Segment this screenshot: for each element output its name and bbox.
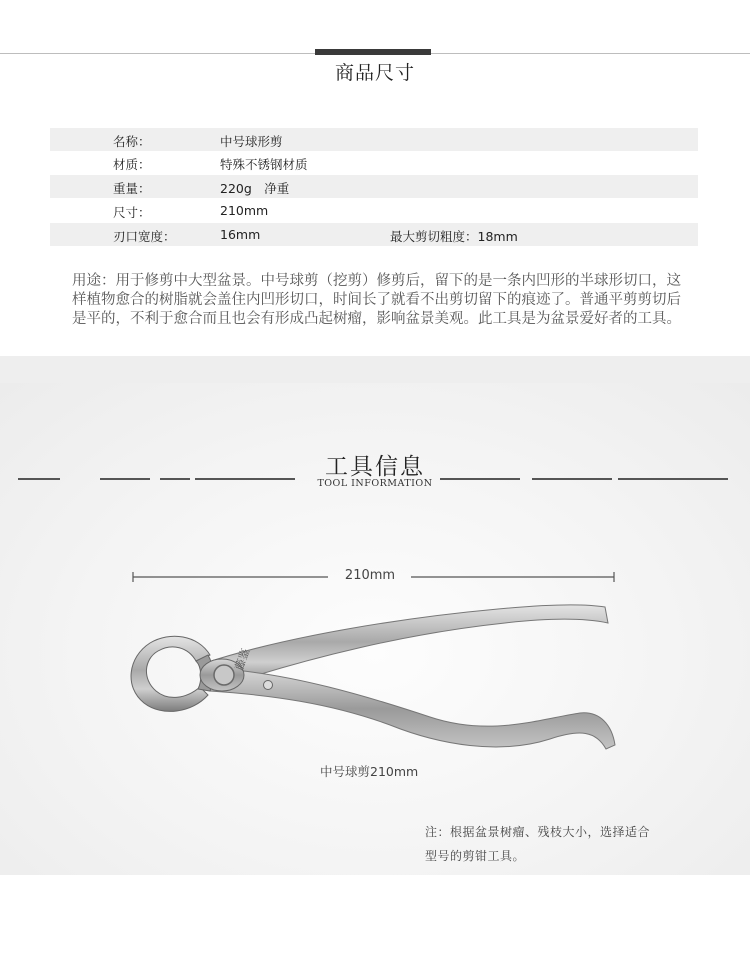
section-subtitle-tool: TOOL INFORMATION [317, 478, 433, 489]
spec-label: 材质： [113, 157, 151, 172]
spec-value: 中号球形剪 [220, 134, 283, 149]
spec-row-name [50, 128, 698, 151]
spec-label: 刃口宽度： [113, 229, 176, 244]
spec-row-weight [50, 175, 698, 198]
spec-label: 重量： [113, 181, 151, 196]
selection-note [425, 820, 695, 868]
spec-row-size [50, 199, 698, 222]
spec-row-blade [50, 223, 698, 246]
spec-value: 16mm [220, 227, 261, 242]
section-title-tool: 工具信息 [325, 454, 425, 480]
spec-value: 220g 净重 [220, 181, 290, 196]
note-line: 型号的剪钳工具。 [425, 849, 526, 863]
spec-row-material [50, 151, 698, 174]
spec-value: 210mm [220, 203, 269, 218]
tool-caption: 中号球剪210mm [320, 764, 419, 779]
dimension-label: 210mm [344, 568, 396, 583]
spec-label: 尺寸： [113, 205, 151, 220]
usage-description: 用途：用于修剪中大型盆景。中号球剪（挖剪）修剪后，留下的是一条内凹形的半球形切口，这样植物愈合的树脂就会盖住内凹形切口，时间长了就看不出剪切留下的痕迹了。普通平剪剪切后是平的，不利于愈合而且也会有形成凸起树瘤，影响盆景美观。此工具是为盆景爱好者的工具。 [72, 273, 681, 327]
svg-text:藤鉴: 藤鉴 [232, 646, 253, 673]
spec-label: 名称： [113, 134, 151, 149]
spec-max-cut: 最大剪切粗度：18mm [390, 229, 518, 244]
concave-cutter-icon [110, 595, 630, 765]
note-line: 注：根据盆景树瘤、残枝大小，选择适合 [425, 825, 651, 839]
header-accent-bar [315, 49, 431, 55]
spec-value: 特殊不锈钢材质 [220, 157, 308, 172]
section-separator-band [0, 356, 750, 383]
section-title-specs: 商品尺寸 [334, 62, 415, 84]
